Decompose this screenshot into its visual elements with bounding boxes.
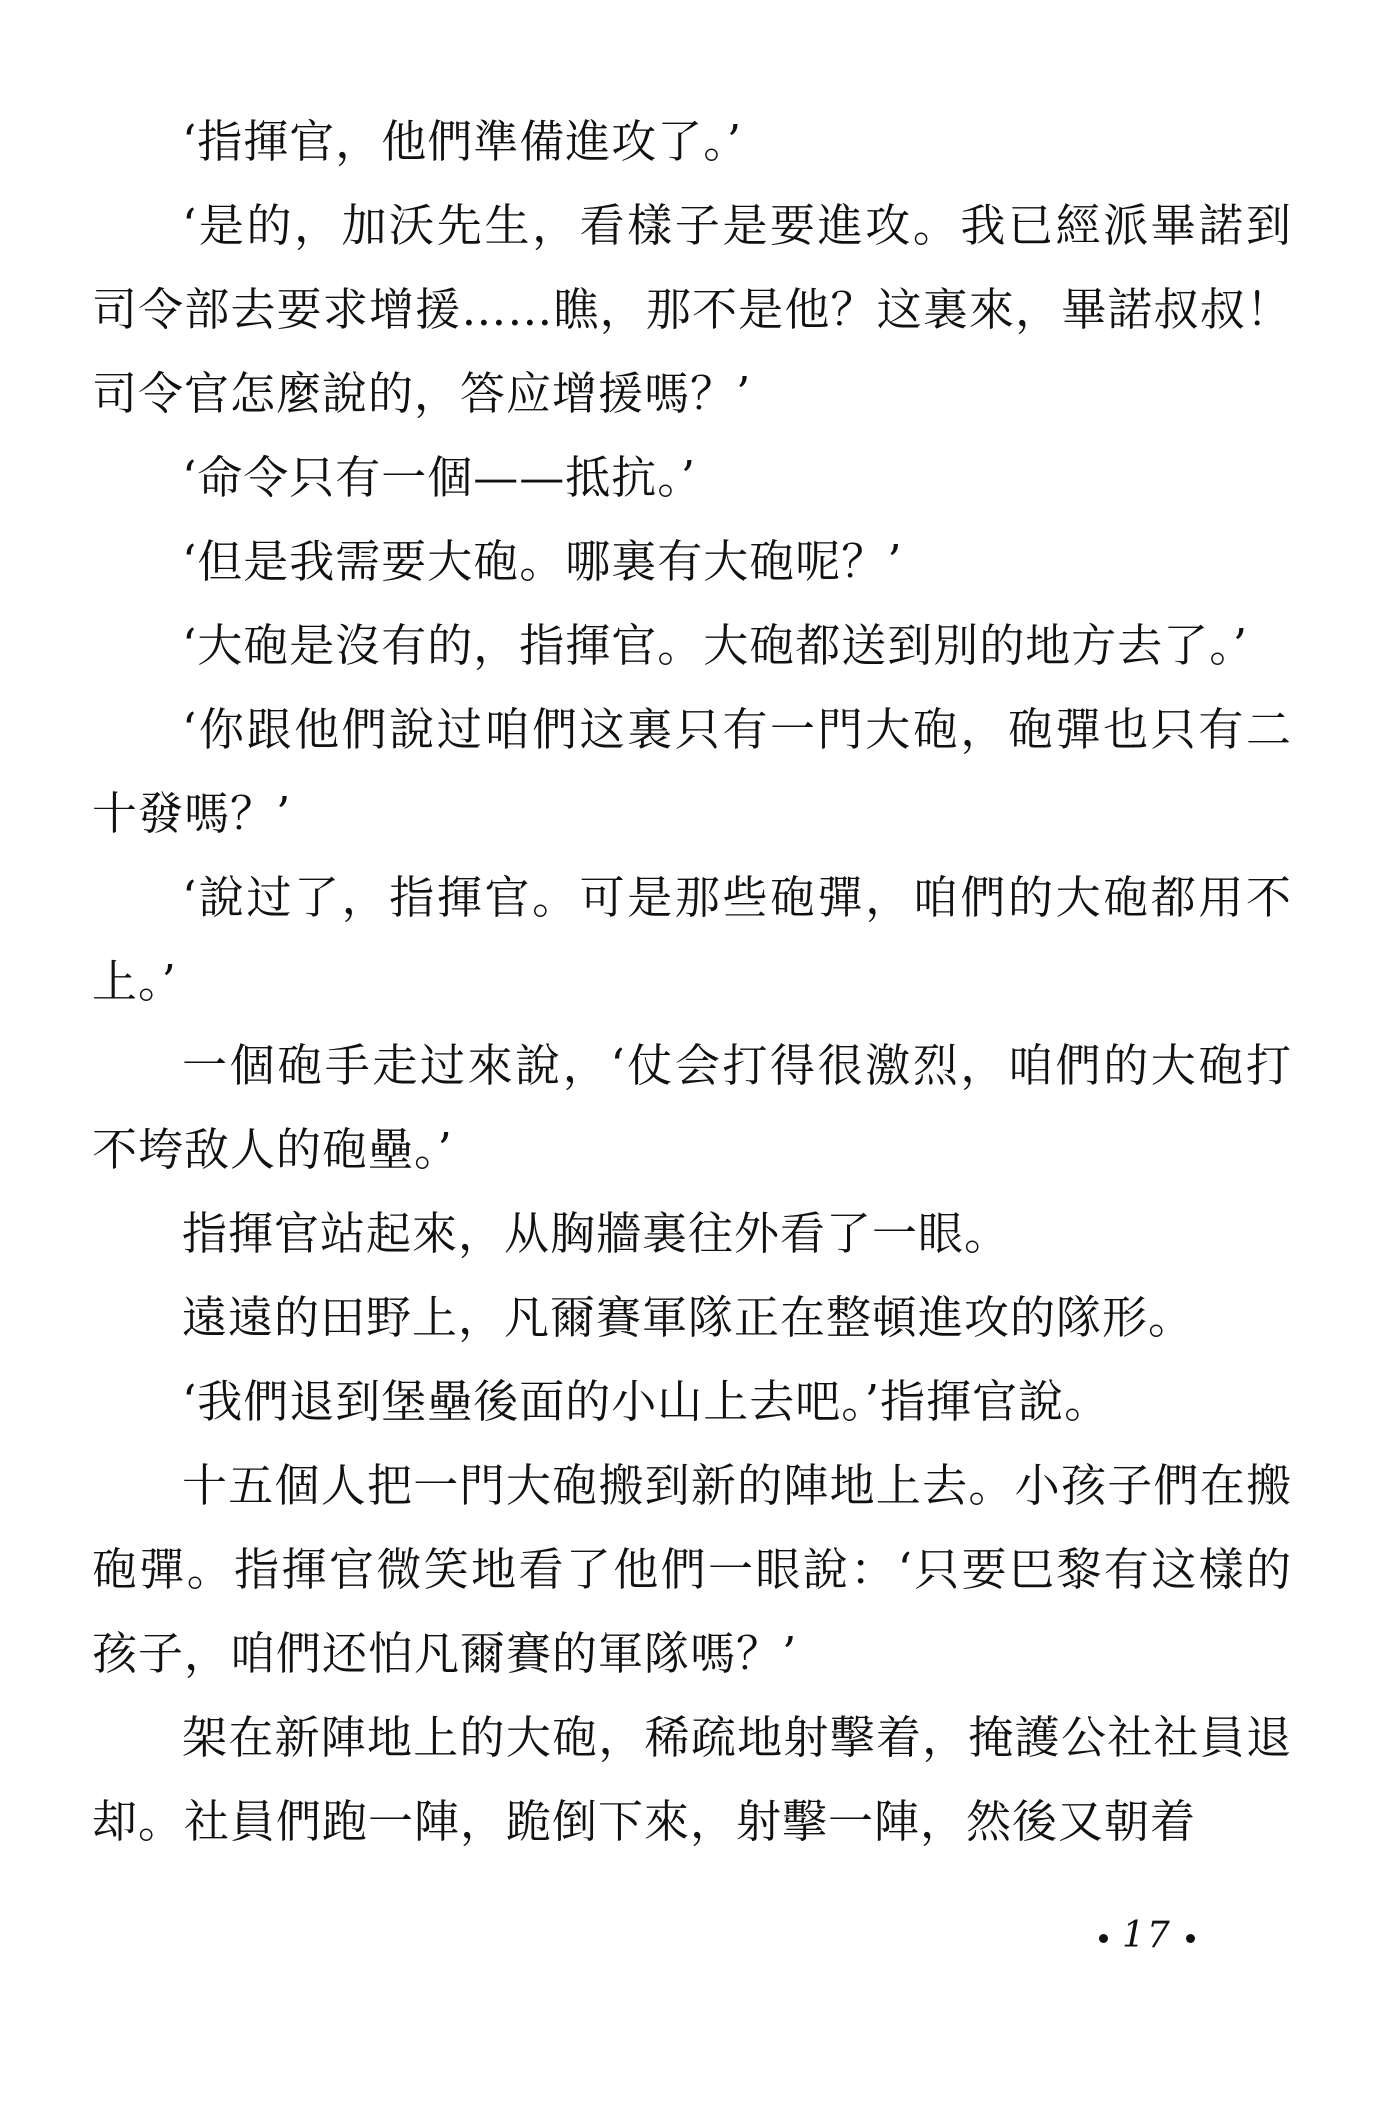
paragraph: 遠遠的田野上，凡爾賽軍隊正在整頓進攻的隊形。 [182, 1291, 1195, 1344]
paragraph: ‘命令只有一個——抵抗。’ [182, 451, 697, 504]
page-number [1085, 1915, 1209, 1956]
paragraph: ‘你跟他們說过咱們这裏只有一門大砲，砲彈也只有二十發嗎？’ [92, 703, 1292, 840]
paragraph: ‘是的，加沃先生，看樣子是要進攻。我已經派畢諾到司令部去要求增援……瞧，那不是他？这裏來，畢諾叔叔！司令官怎麼說的，答应增援嗎？’ [92, 199, 1292, 420]
paragraph: ‘我們退到堡壘後面的小山上去吧。’指揮官說。 [182, 1375, 1111, 1428]
page-number-text: 17 [1122, 1915, 1172, 1956]
body-text [92, 100, 1292, 1864]
bullet-dot-icon [1099, 1934, 1108, 1943]
paragraph: 指揮官站起來，从胸牆裏往外看了一眼。 [182, 1207, 1011, 1260]
paragraph: 十五個人把一門大砲搬到新的陣地上去。小孩子們在搬砲彈。指揮官微笑地看了他們一眼說：‘只要巴黎有这樣的孩子，咱們还怕凡爾賽的軍隊嗎？’ [92, 1459, 1292, 1680]
paragraph: ‘說过了，指揮官。可是那些砲彈，咱們的大砲都用不上。’ [92, 871, 1292, 1008]
paragraph: 一個砲手走过來說，‘仗会打得很激烈，咱們的大砲打不垮敌人的砲壘。’ [92, 1039, 1292, 1176]
bullet-dot-icon [1186, 1934, 1195, 1943]
paragraph: ‘指揮官，他們準備進攻了。’ [182, 115, 743, 168]
paragraph: 架在新陣地上的大砲，稀疏地射擊着，掩護公社社員退却。社員們跑一陣，跪倒下來，射擊一陣，然後又朝着 [92, 1711, 1292, 1848]
paragraph: ‘但是我需要大砲。哪裏有大砲呢？’ [182, 535, 903, 588]
paragraph: ‘大砲是沒有的，指揮官。大砲都送到別的地方去了。’ [182, 619, 1249, 672]
